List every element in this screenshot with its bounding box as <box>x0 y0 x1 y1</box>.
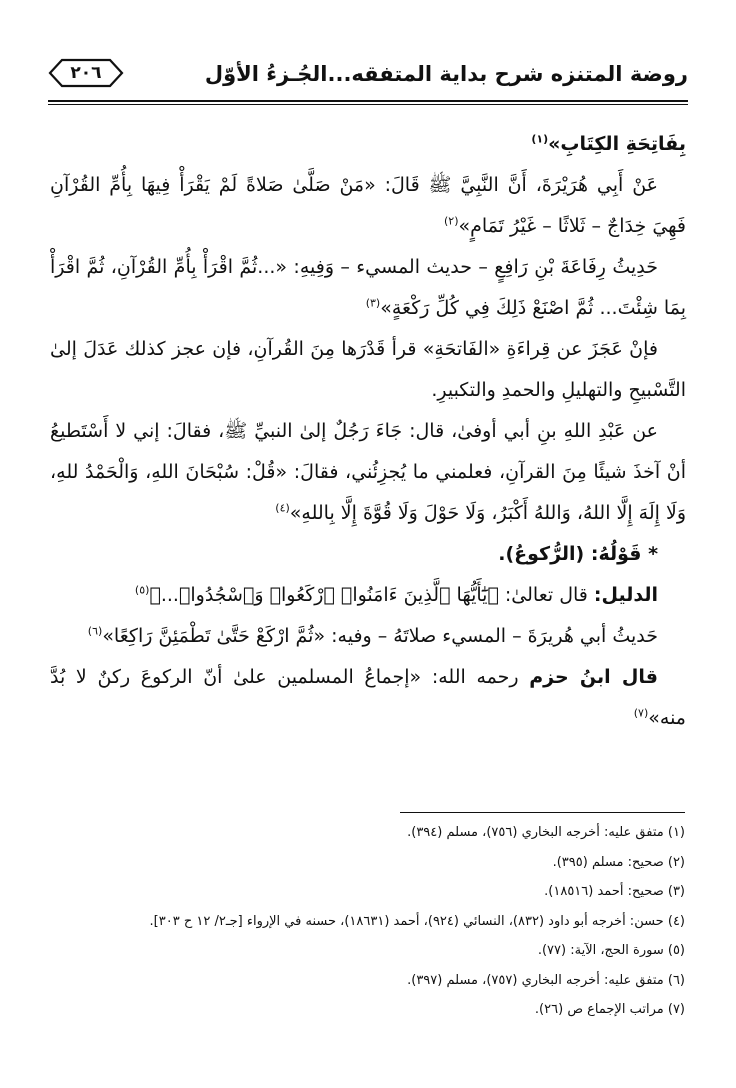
paragraph-hadith <box>50 616 686 657</box>
paragraph-ijma <box>50 657 686 739</box>
footnote-ref-5: (٥) <box>134 583 150 597</box>
footnote-3: (٣) صحيح: أحمد (١٨٥١٦). <box>544 884 685 899</box>
paragraph-1-text: بِفَاتِحَةِ الكِتَابِ» <box>548 133 686 155</box>
footnote-7: (٧) مراتب الإجماع ص (٢٦). <box>534 1002 685 1017</box>
page-number: ٢٠٦ <box>70 63 102 83</box>
header-rule <box>48 100 688 102</box>
paragraph-4 <box>50 329 686 411</box>
footnote-ref-3: (٣) <box>365 296 381 310</box>
footnote-ref-1: (١) <box>531 132 549 146</box>
footnote-1: (١) متفق عليه: أخرجه البخاري (٧٥٦)، مسلم (٣٩٤). <box>407 825 685 840</box>
paragraph-3-text: حَدِيثُ رِفَاعَةَ بْنِ رَافِعٍ – حديث المسيء – وَفِيهِ: «...ثُمَّ اقْرَأْ بِأُمِّ القُرْآنِ، ثُمَّ اقْرَأْ بِمَا شِئْتَ... ثُمَّ اصْنَعْ ذَلِكَ فِي كُلِّ رَكْعَةٍ» <box>50 256 686 319</box>
ibn-hazm-label: قال ابنُ حزم <box>529 666 658 688</box>
main-text <box>50 124 686 739</box>
ijma-text: رحمه الله: «إجماعُ المسلمين علىٰ أنّ الركوعَ ركنٌ لا بُدَّ منه» <box>50 666 686 729</box>
paragraph-1 <box>50 124 686 165</box>
footnote-ref-7: (٧) <box>633 706 649 720</box>
page-number-badge <box>48 58 124 88</box>
footnote-ref-6: (٦) <box>87 624 103 638</box>
running-title: روضة المتنزه شرح بداية المتفقه...الجُـزءُ الأوّل <box>204 62 688 86</box>
footnote-6: (٦) متفق عليه: أخرجه البخاري (٧٥٧)، مسلم (٣٩٧). <box>407 972 685 988</box>
evidence-label: الدليل: <box>593 584 658 606</box>
paragraph-5 <box>50 411 686 534</box>
page-header <box>48 56 688 100</box>
paragraph-evidence <box>50 575 686 616</box>
paragraph-2-text: عَنْ أَبِي هُرَيْرَةَ، أَنَّ النَّبِيَّ ﷺ قَالَ: «مَنْ صَلَّىٰ صَلاةً لَمْ يَقْرَأْ فِيهَا بِأُمِّ القُرْآنِ فَهِيَ خِدَاجٌ – ثَلاثًا – غَيْرُ تَمَامٍ» <box>50 174 686 237</box>
section-heading-ruku <box>50 534 686 575</box>
paragraph-5-text: عن عَبْدِ اللهِ بنِ أبي أوفىٰ، قال: جَاءَ رَجُلٌ إلىٰ النبيِّ ﷺ، فقالَ: إني لا أَسْتَطيعُ أنْ آخذَ شيئًا مِنَ القرآنِ، فعلمني ما يُجزِئُني، فقالَ: «قُلْ: سُبْحَانَ اللهِ، وَالْحَمْدُ للهِ، وَلَا إِلَهَ إِلَّا اللهُ، وَاللهُ أَكْبَرُ، وَلَا حَوْلَ وَلَا قُوَّةَ إِلَّا بِاللهِ» <box>50 420 686 524</box>
paragraph-3 <box>50 247 686 329</box>
footnote-2: (٢) صحيح: مسلم (٣٩٥). <box>552 854 685 870</box>
paragraph-4-text: فإنْ عَجَزَ عن قِراءَةِ «الفَاتحَةِ» قرأ قَدْرَها مِنَ القُرآنِ، فإن عجز كذلك عَدَلَ إلىٰ التَّسْبيحِ والتهليلِ والحمدِ والتكبيرِ. <box>50 338 686 401</box>
footnote-separator <box>400 812 685 813</box>
section-heading-text: * قَوْلُهُ: (الرُّكوعُ). <box>498 543 658 565</box>
footnotes <box>70 818 685 1025</box>
footnote-5: (٥) سورة الحج، الآية: (٧٧). <box>537 943 685 958</box>
evidence-text: قال تعالىٰ: ﴿يَٰٓأَيُّهَا ٱلَّذِينَ ءَامَنُوا۟ ٱرْكَعُوا۟ وَٱسْجُدُوا۟...﴾ <box>149 584 588 606</box>
header-rule-thin <box>48 104 688 105</box>
footnote-4: (٤) حسن: أخرجه أبو داود (٨٣٢)، النسائي (٩٢٤)، أحمد (١٨٦٣١)، حسنه في الإرواء [جـ٢/ ١٢ ح ٣٠٣]. <box>149 913 685 929</box>
footnote-ref-4: (٤) <box>275 501 290 515</box>
paragraph-2 <box>50 165 686 247</box>
footnote-ref-2: (٢) <box>444 214 459 228</box>
hadith-text: حَديثُ أبي هُريرَةَ – المسيء صلاتَهُ – وفيه: «ثُمَّ ارْكَعْ حَتَّىٰ تَطْمَئِنَّ رَاكِعًا» <box>102 625 658 647</box>
